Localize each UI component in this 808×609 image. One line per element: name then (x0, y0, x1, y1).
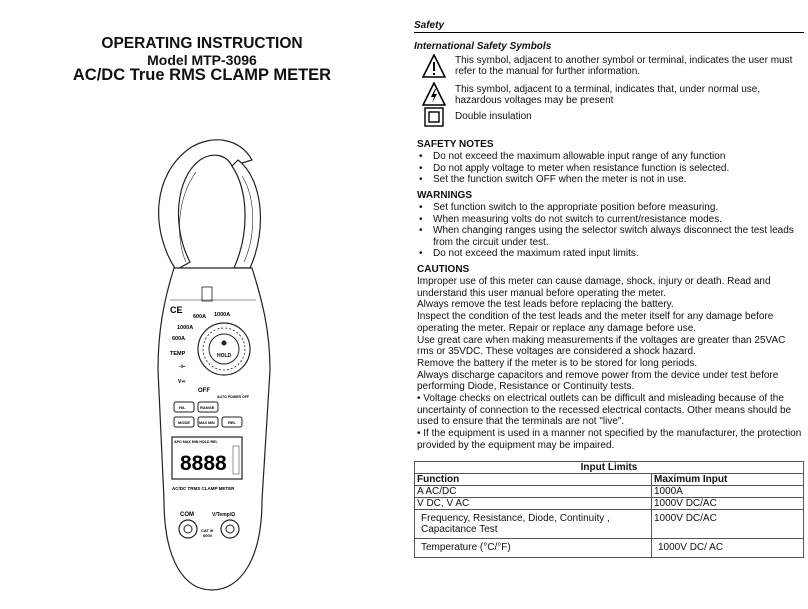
cat-label: CAT III (201, 528, 214, 533)
com-label: COM (180, 512, 194, 518)
section-heading-safety: Safety (414, 20, 445, 31)
caution-paragraph: • Voltage checks on electrical outlets can be difficult and misleading because of the uncertainty of connection to the recessed electrical contacts. Other means should be used to ensure that the terminals are not "live". (417, 393, 792, 428)
dial-label-1000a-left: 1000A (177, 325, 194, 331)
cautions (417, 264, 804, 452)
vtemp-label: V/Temp/Ω (212, 512, 236, 518)
caution-paragraph: Use great care when making measurements if the voltages are greater than 25VAC rms or 35VDC. These voltages are considered a shock hazard. (417, 334, 786, 358)
button-maxmin[interactable] (198, 417, 218, 427)
symbol-desc-insulation: Double insulation (455, 111, 532, 122)
v-temp-jack[interactable] (221, 520, 239, 538)
dial-label-600a-left: 600A (172, 336, 186, 342)
symbol-desc-warning: This symbol, adjacent to another symbol or terminal, indicates the user must refer to the manual for further information. (455, 55, 793, 77)
column-header: Function (415, 474, 652, 486)
ce-mark: CE (170, 305, 183, 315)
lcd-digits: 8888 (180, 452, 227, 475)
warnings (417, 190, 804, 260)
double-insulation-icon (424, 107, 444, 127)
cat-voltage: 600V (203, 533, 213, 538)
model-number: Model MTP-3096 (147, 52, 257, 68)
cautions-title: CAUTIONS (417, 264, 470, 275)
rotary-dial[interactable] (198, 323, 250, 375)
table-header-row (415, 474, 804, 486)
caution-paragraph: Inspect the condition of the test leads and the meter itself for any damage before operating the meter. Repair or replace any damage before use. (417, 311, 774, 334)
button-rel[interactable] (222, 417, 242, 427)
caution-paragraph: Always discharge capacitors and remove power from the device under test before performing Diode, Resistance or Continuity tests. (417, 369, 779, 393)
list-item: • Do not apply voltage to meter when resistance function is selected. (417, 163, 804, 175)
warnings-title: WARNINGS (417, 190, 472, 201)
button-hl[interactable] (174, 402, 194, 412)
table-cell: 1000V DC/AC (652, 498, 804, 510)
table-row (415, 539, 804, 558)
safety-notes-title: SAFETY NOTES (417, 139, 494, 150)
product-name: AC/DC True RMS CLAMP METER (72, 66, 332, 84)
cap-label: ⊣⊢ (178, 364, 186, 369)
list-item: • Do not exceed the maximum allowable input range of any function (417, 151, 804, 163)
volt-label: V≂ (178, 379, 186, 385)
button-mode[interactable] (174, 417, 194, 427)
list-item: • When measuring volts do not switch to current/resistance modes. (417, 214, 804, 226)
off-label: OFF (198, 388, 210, 394)
table-caption: Input Limits (415, 462, 804, 474)
lcd-display (172, 437, 242, 479)
svg-text:REL: REL (228, 420, 236, 425)
clamp-jaw (159, 140, 261, 270)
auto-power-off-label: AUTO POWER OFF (217, 395, 250, 399)
subheading-symbols: International Safety Symbols (414, 41, 552, 52)
dial-label-600a: 600A (193, 314, 207, 320)
hold-label: HOLD (217, 353, 232, 359)
caution-paragraph: Always remove the test leads before replacing the battery. (417, 299, 674, 311)
high-voltage-icon (422, 82, 446, 106)
caution-paragraph: Remove the battery if the meter is to be stored for long periods. (417, 357, 698, 369)
input-limits-table (414, 461, 804, 558)
table-row (415, 486, 804, 498)
table-cell: 1000V DC/AC (652, 510, 804, 539)
button-range[interactable] (198, 402, 218, 412)
table-row (415, 498, 804, 510)
table-cell: Frequency, Resistance, Diode, Continuity , Capacitance Test (415, 510, 652, 539)
svg-text:APO MAX MIN HOLD REL: APO MAX MIN HOLD REL (174, 440, 218, 444)
dial-label-1000a: 1000A (214, 312, 231, 318)
list-item: • Do not exceed the maximum rated input limits. (417, 248, 804, 260)
doc-title: OPERATING INSTRUCTION (101, 35, 303, 52)
table-cell: V DC, V AC (415, 498, 652, 510)
column-header: Maximum Input (652, 474, 804, 486)
warning-triangle-icon (422, 54, 446, 78)
table-cell: Temperature (°C/°F) (415, 539, 652, 558)
meter-brand-label: AC/DC TRMS CLAMP METER (172, 486, 235, 491)
divider (414, 32, 804, 33)
dial-label-temp: TEMP (170, 351, 186, 357)
symbol-desc-voltage: This symbol, adjacent to a terminal, indicates that, under normal use, hazardous voltages may be present (455, 84, 761, 106)
list-item: • When changing ranges using the selector switch always disconnect the test leads from the circuit under test. (417, 225, 804, 248)
table-cell: A AC/DC (415, 486, 652, 498)
svg-text:MAX MIN: MAX MIN (199, 421, 215, 425)
caution-paragraph: • If the equipment is used in a manner not specified by the manufacturer, the protection provided by the equipment may be impaired. (417, 428, 802, 451)
com-jack[interactable] (179, 520, 197, 538)
table-row (415, 510, 804, 539)
caution-paragraph: Improper use of this meter can cause damage, shock, injury or death. Read and understand this user manual before operating the meter. (417, 276, 771, 299)
svg-text:H/L: H/L (179, 405, 186, 410)
svg-text:MODE: MODE (178, 420, 190, 425)
list-item: • Set the function switch OFF when the meter is not in use. (417, 174, 804, 186)
safety-notes (417, 139, 804, 186)
table-cell: 1000V DC/ AC (652, 539, 804, 558)
list-item: • Set function switch to the appropriate position before measuring. (417, 202, 804, 214)
svg-text:RANGE: RANGE (200, 405, 215, 410)
table-cell: 1000A (652, 486, 804, 498)
